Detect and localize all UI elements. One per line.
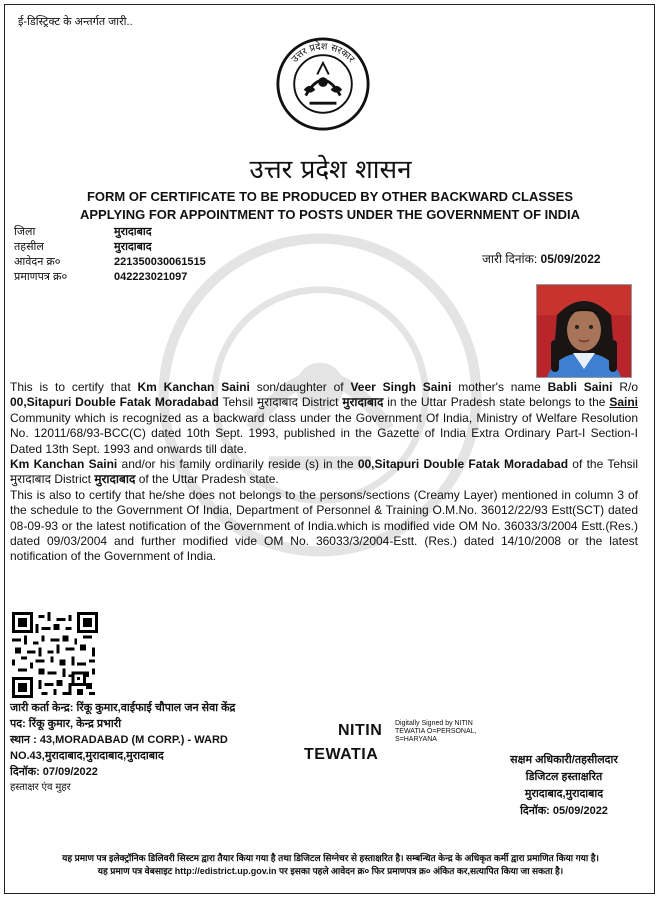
digital-signature-note <box>395 720 505 744</box>
signer-name-last: TEWATIA <box>304 746 379 763</box>
body-text-2b: of the Tehsil मुरादाबाद District <box>10 457 639 487</box>
application-number: 221350030061515 <box>114 256 206 268</box>
officer-date: दिनॉक: 05/09/2022 <box>520 805 608 817</box>
footer-line-1: यह प्रमाण पत्र इलेक्ट्रॉनिक डिलिवरी सिस्टम द्वारा तैयार किया गया है तथा डिजिटल सिग्नेचर से हस्ताक्षरित है। सम्बन्धित केन्द्र के अधिकृत कर्मी द्वारा प्रमाणित किया गया है। <box>62 853 599 863</box>
up-government-emblem <box>275 36 371 132</box>
issuing-centre-block <box>10 700 235 796</box>
body-paragraph-2 <box>10 457 638 488</box>
footer-line-2: यह प्रमाण पत्र वेबसाइट http://edistrict.up.gov.in पर इसका पहले आवेदन क्र० फिर प्रमाणपत्र क्र० अंकित कर,सत्यापित किया जा सकता है। <box>97 866 564 876</box>
meta-tehsil-row <box>14 240 206 255</box>
officer-designation: सक्षम अधिकारी/तहसीलदार <box>510 754 618 766</box>
meta-certificate-row <box>14 270 206 285</box>
emblem-text: उत्तर प्रदेश सरकार <box>289 41 357 65</box>
residence-district: मुरादाबाद <box>94 472 136 487</box>
issuer-post: पद: रिंकू कुमार, केन्द्र प्रभारी <box>10 718 122 730</box>
residence-name: Km Kanchan Saini <box>10 457 118 472</box>
digital-signature-line-2: TEWATIA O=PERSONAL, <box>395 728 477 735</box>
issue-date-label: जारी दिनांक: <box>482 252 538 266</box>
body-paragraph-1 <box>10 380 638 457</box>
certificate-meta <box>14 225 206 285</box>
applicant-photo <box>536 284 632 378</box>
signer-name-first: NITIN <box>338 722 383 739</box>
digital-signature-line-3: S=HARYANA <box>395 736 437 743</box>
body-text-1f: in the Uttar Pradesh state belongs to the <box>383 395 610 410</box>
father-name: Veer Singh Saini <box>350 380 452 394</box>
issuer-date: दिनॉक: 07/09/2022 <box>10 766 98 778</box>
applicant-name: Km Kanchan Saini <box>137 380 250 394</box>
digital-signature-line-1: Digitally Signed by NITIN <box>395 720 473 727</box>
body-text-1b: son/daughter of <box>249 380 351 394</box>
footer-note <box>0 852 661 878</box>
signature-and-seal-note: हस्ताक्षर एंव मुहर <box>10 782 71 793</box>
tehsil-label: तहसील <box>14 241 44 253</box>
issuer-place-line-1: स्थान : 43,MORADABAD (M CORP.) - WARD <box>10 734 228 746</box>
issuing-centre: जारी कर्ता केन्द्र: रिंकू कुमार,वाईफाई चौपाल जन सेवा केंद्र <box>10 702 236 714</box>
meta-district-row <box>14 225 206 240</box>
issue-date <box>482 250 601 267</box>
body-text-1e: Tehsil मुरादाबाद District <box>218 395 343 410</box>
body-text-1c: mother's name <box>451 380 548 394</box>
title-english <box>30 188 630 224</box>
district-value: मुरादाबाद <box>114 226 152 238</box>
tehsil-value: मुरादाबाद <box>114 241 152 253</box>
certificate-label: प्रमाणपत्र क्र० <box>14 271 68 283</box>
applicant-district: मुरादाबाद <box>342 395 384 410</box>
residence-address: 00,Sitapuri Double Fatak Moradabad <box>357 457 569 472</box>
district-label: जिला <box>14 226 36 238</box>
application-label: आवेदन क्र० <box>14 256 61 268</box>
title-line-2: APPLYING FOR APPOINTMENT TO POSTS UNDER THE GOVERNMENT OF INDIA <box>79 207 581 222</box>
title-line-1: FORM OF CERTIFICATE TO BE PRODUCED BY OTHER BACKWARD CLASSES <box>86 189 574 204</box>
body-text-1a: This is to certify that <box>10 380 138 394</box>
qr-code <box>12 612 98 698</box>
officer-place: मुरादाबाद,मुरादाबाद <box>524 788 604 800</box>
body-text-2a: and/or his family ordinarily reside (s) in the <box>117 457 358 472</box>
applicant-address: 00,Sitapuri Double Fatak Moradabad <box>10 395 219 410</box>
issuer-place-line-2: NO.43,मुरादाबाद,मुरादाबाद,मुरादाबाद <box>10 750 164 762</box>
title-hindi: उत्तर प्रदेश शासन <box>249 155 412 185</box>
body-text-2c: of the Uttar Pradesh state. <box>135 472 279 487</box>
certificate-number: 042223021097 <box>114 271 188 283</box>
issue-date-value: 05/09/2022 <box>540 252 601 266</box>
competent-officer-block <box>484 752 644 820</box>
officer-digitally-signed: डिजिटल हस्ताक्षरित <box>525 771 603 783</box>
body-text-1d: R/o <box>612 380 638 394</box>
top-note: ई-डिस्ट्रिक्ट के अन्तर्गत जारी.. <box>18 16 133 28</box>
mother-name: Babli Saini <box>547 380 613 394</box>
community-name: Saini <box>609 395 639 410</box>
body-text-1g: Community which is recognized as a backward class under the Government Of India, Ministry of Welfare Resolution No. 12011/68/93-BCC(C) dated 10th Sept. 1993, published in the Gazette of India Extra Ordinary Part-I Section-I Dated 13th Sept. 1993 and onwards till date. <box>10 410 638 456</box>
meta-application-row <box>14 255 206 270</box>
certificate-body <box>10 380 638 565</box>
body-paragraph-3: This is also to certify that he/she does not belongs to the persons/sections (Creamy Layer) mentioned in column 3 of the schedule to the Government Of India, Department of Personnel & Training O.M.No. 36012/22/93 Estt(SCT) dated 08-09-93 or the latest notification of the Government of India.which is modified vide OM No. 36033/3/2004 Estt.(Res.) dated 09/03/2004 and further modified vide OM No. 36033/3/2004-Estt. (Res.) dated 14/10/2008 or the latest notification of the Government of India. <box>10 487 638 564</box>
